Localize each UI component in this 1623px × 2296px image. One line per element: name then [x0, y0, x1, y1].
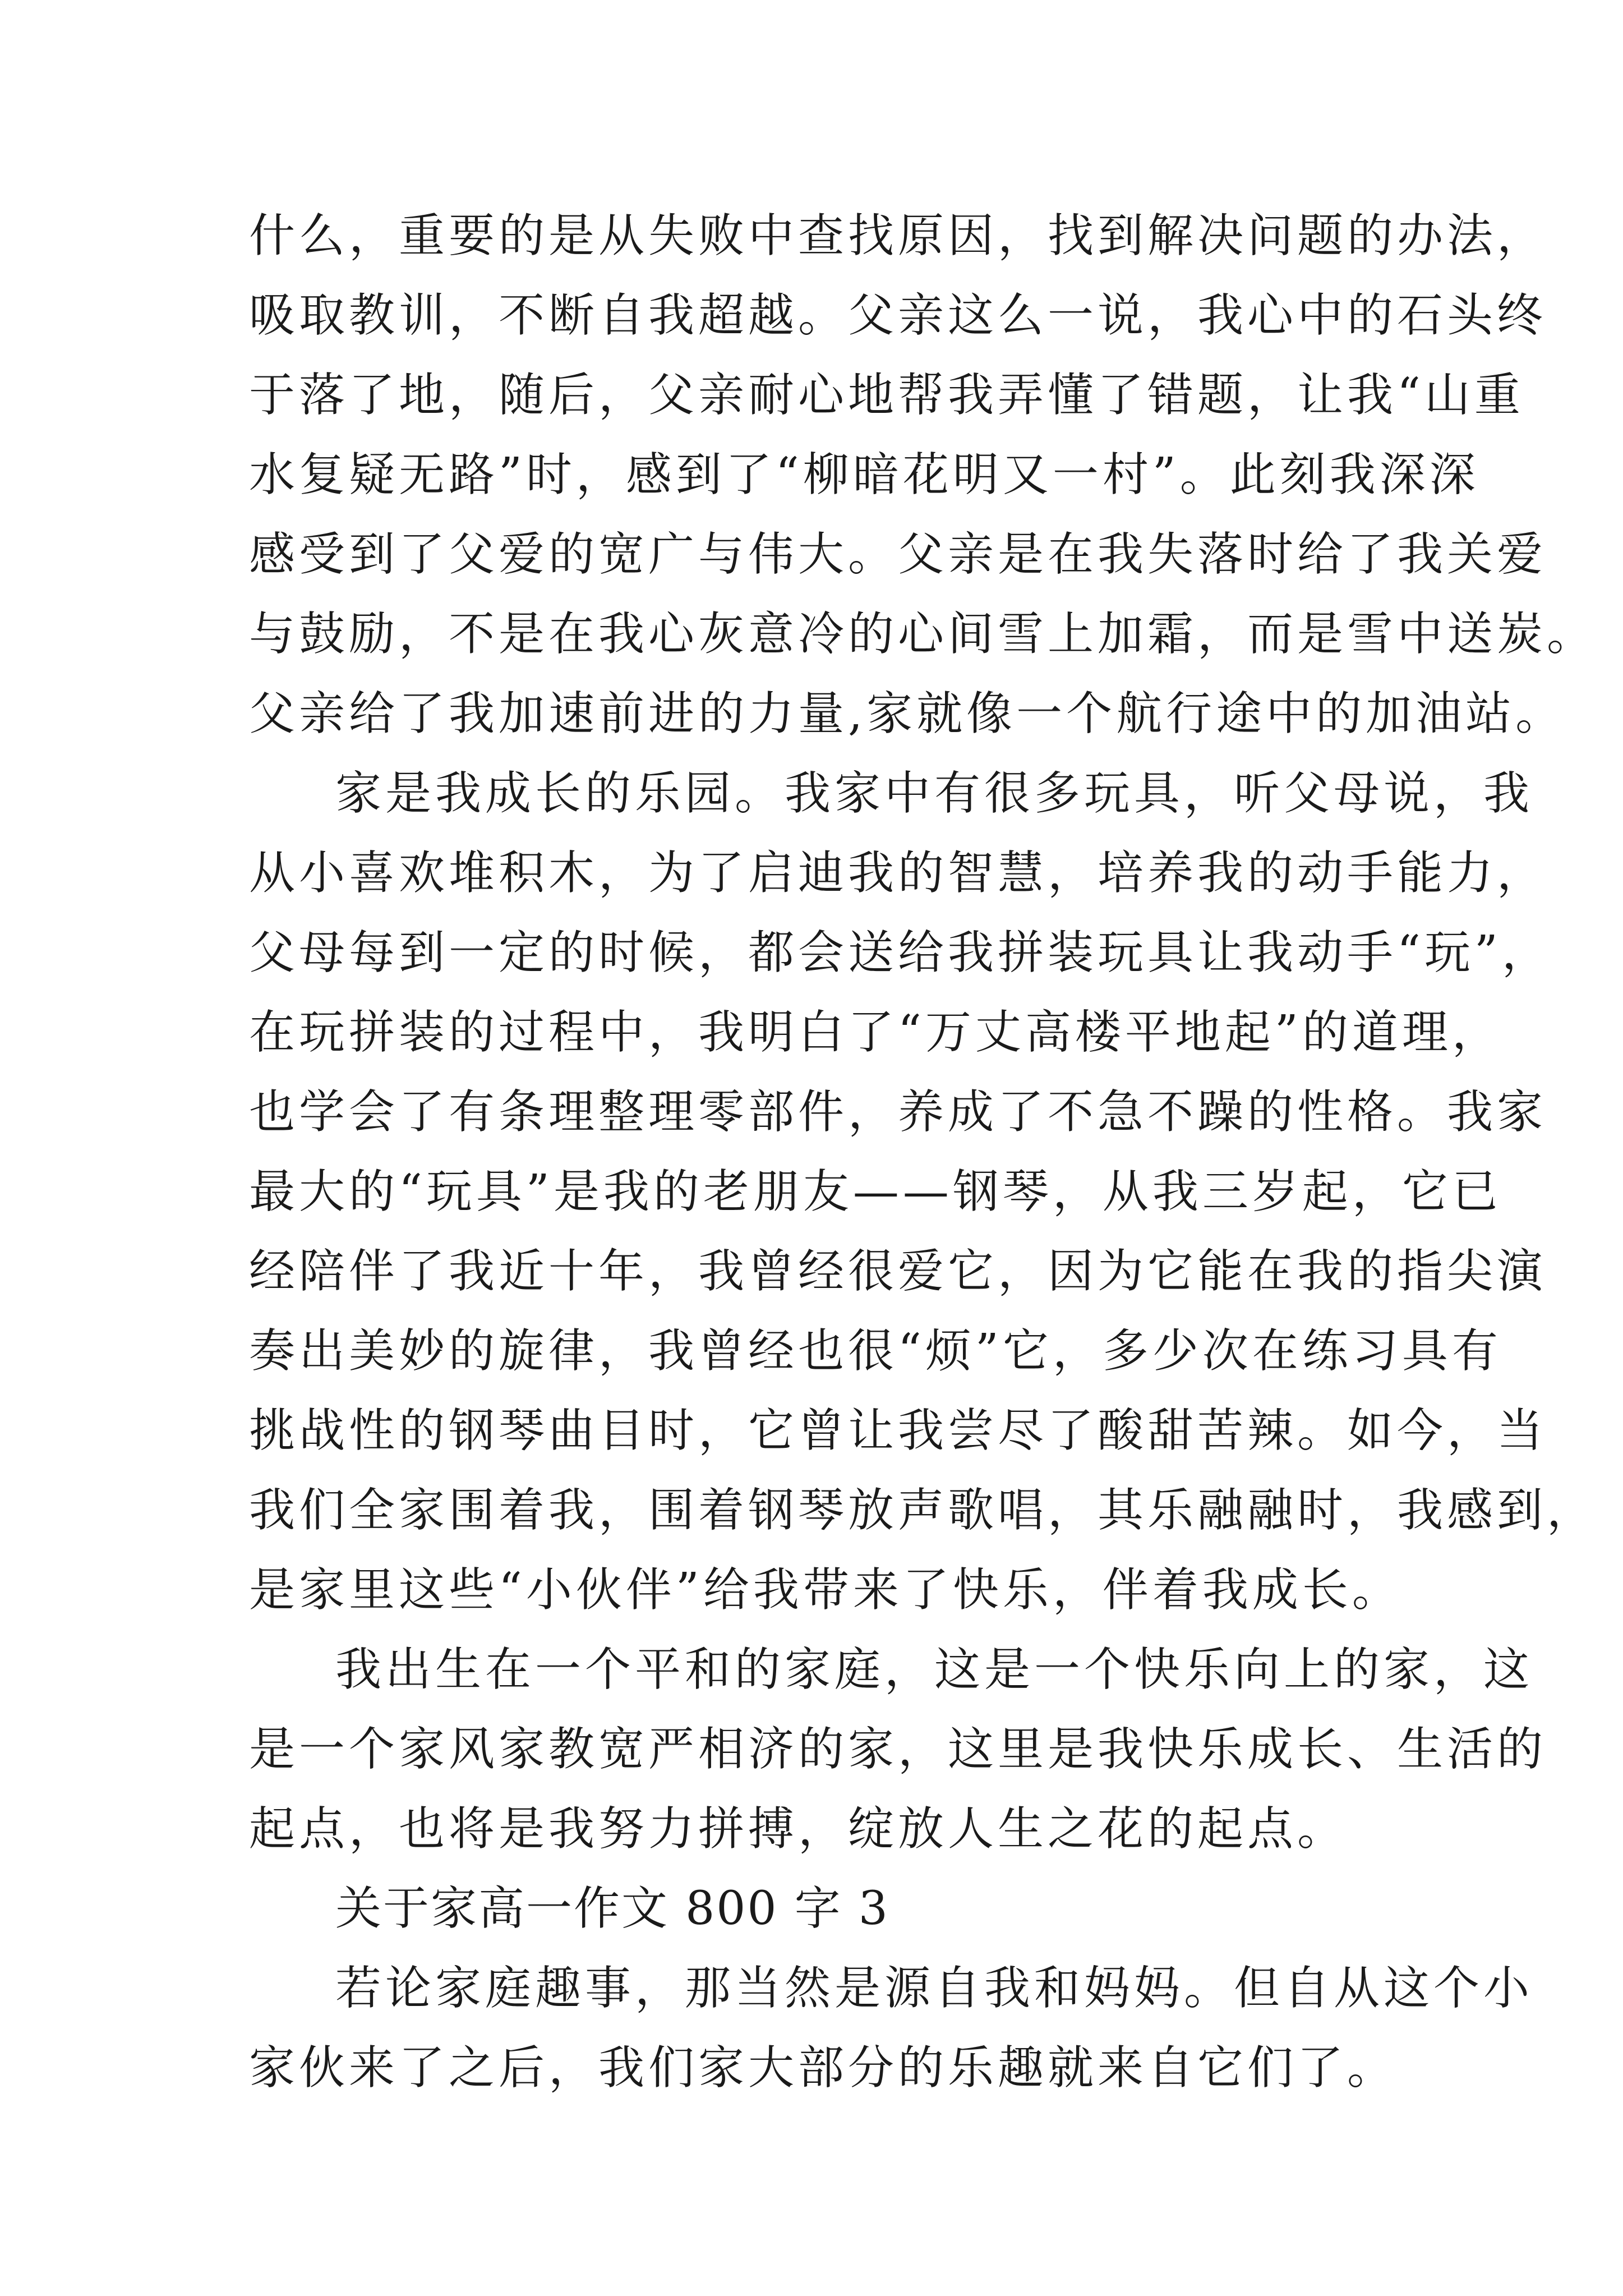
text-line: 父母每到一定的时候，都会送给我拼装玩具让我动手“玩”，: [249, 926, 1552, 979]
paragraph-1: [249, 196, 1597, 754]
text-line: 家伙来了之后，我们家大部分的乐趣就来自它们了。: [249, 2041, 1398, 2095]
text-line: 水复疑无路”时，感到了“柳暗花明又一村”。此刻我深深: [249, 448, 1479, 501]
text-line: 父亲给了我加速前进的力量,家就像一个航行途中的加油站。: [249, 687, 1566, 740]
section-heading: 关于家高一作文 800 字 3: [335, 1882, 889, 1935]
text-line: 挑战性的钢琴曲目时，它曾让我尝尽了酸甜苦辣。如今，当: [249, 1404, 1547, 1457]
text-line: 于落了地，随后，父亲耐心地帮我弄懂了错题，让我“山重: [249, 369, 1524, 422]
text-line: 感受到了父爱的宽广与伟大。父亲是在我失落时给了我关爱: [249, 528, 1547, 581]
text-line: 从小喜欢堆积木，为了启迪我的智慧，培养我的动手能力，: [249, 846, 1547, 900]
paragraph-2: [249, 754, 1597, 1630]
text-line: 我们全家围着我，围着钢琴放声歌唱，其乐融融时，我感到，: [249, 1484, 1597, 1537]
text-line: 是家里这些“小伙伴”给我带来了快乐，伴着我成长。: [249, 1563, 1402, 1617]
text-line: 若论家庭趣事，那当然是源自我和妈妈。但自从这个小: [335, 1962, 1534, 2015]
text-line: 奏出美妙的旋律，我曾经也很“烦”它，多少次在练习具有: [249, 1324, 1502, 1378]
text-line: 起点，也将是我努力拼搏，绽放人生之花的起点。: [249, 1802, 1348, 1856]
text-line: 也学会了有条理整理零部件，养成了不急不躁的性格。我家: [249, 1085, 1547, 1139]
document-body: [249, 196, 1597, 2108]
text-line: 我出生在一个平和的家庭，这是一个快乐向上的家，这: [335, 1643, 1534, 1696]
text-line: 家是我成长的乐园。我家中有很多玩具，听父母说，我: [335, 767, 1534, 820]
paragraph-3: [249, 1630, 1547, 1869]
text-line: 最大的“玩具”是我的老朋友——钢琴，从我三岁起，它已: [249, 1165, 1502, 1218]
text-line: 是一个家风家教宽严相济的家，这里是我快乐成长、生活的: [249, 1723, 1547, 1776]
text-line: 与鼓励，不是在我心灰意冷的心间雪上加霜，而是雪中送炭。: [249, 608, 1597, 661]
text-line: 在玩拼装的过程中，我明白了“万丈高楼平地起”的道理，: [249, 1006, 1502, 1059]
text-line: 吸取教训，不断自我超越。父亲这么一说，我心中的石头终: [249, 289, 1547, 342]
paragraph-4: [249, 1949, 1534, 2108]
text-line: 经陪伴了我近十年，我曾经很爱它，因为它能在我的指尖演: [249, 1245, 1547, 1298]
text-line: 什么，重要的是从失败中查找原因，找到解决问题的办法，: [249, 209, 1547, 263]
